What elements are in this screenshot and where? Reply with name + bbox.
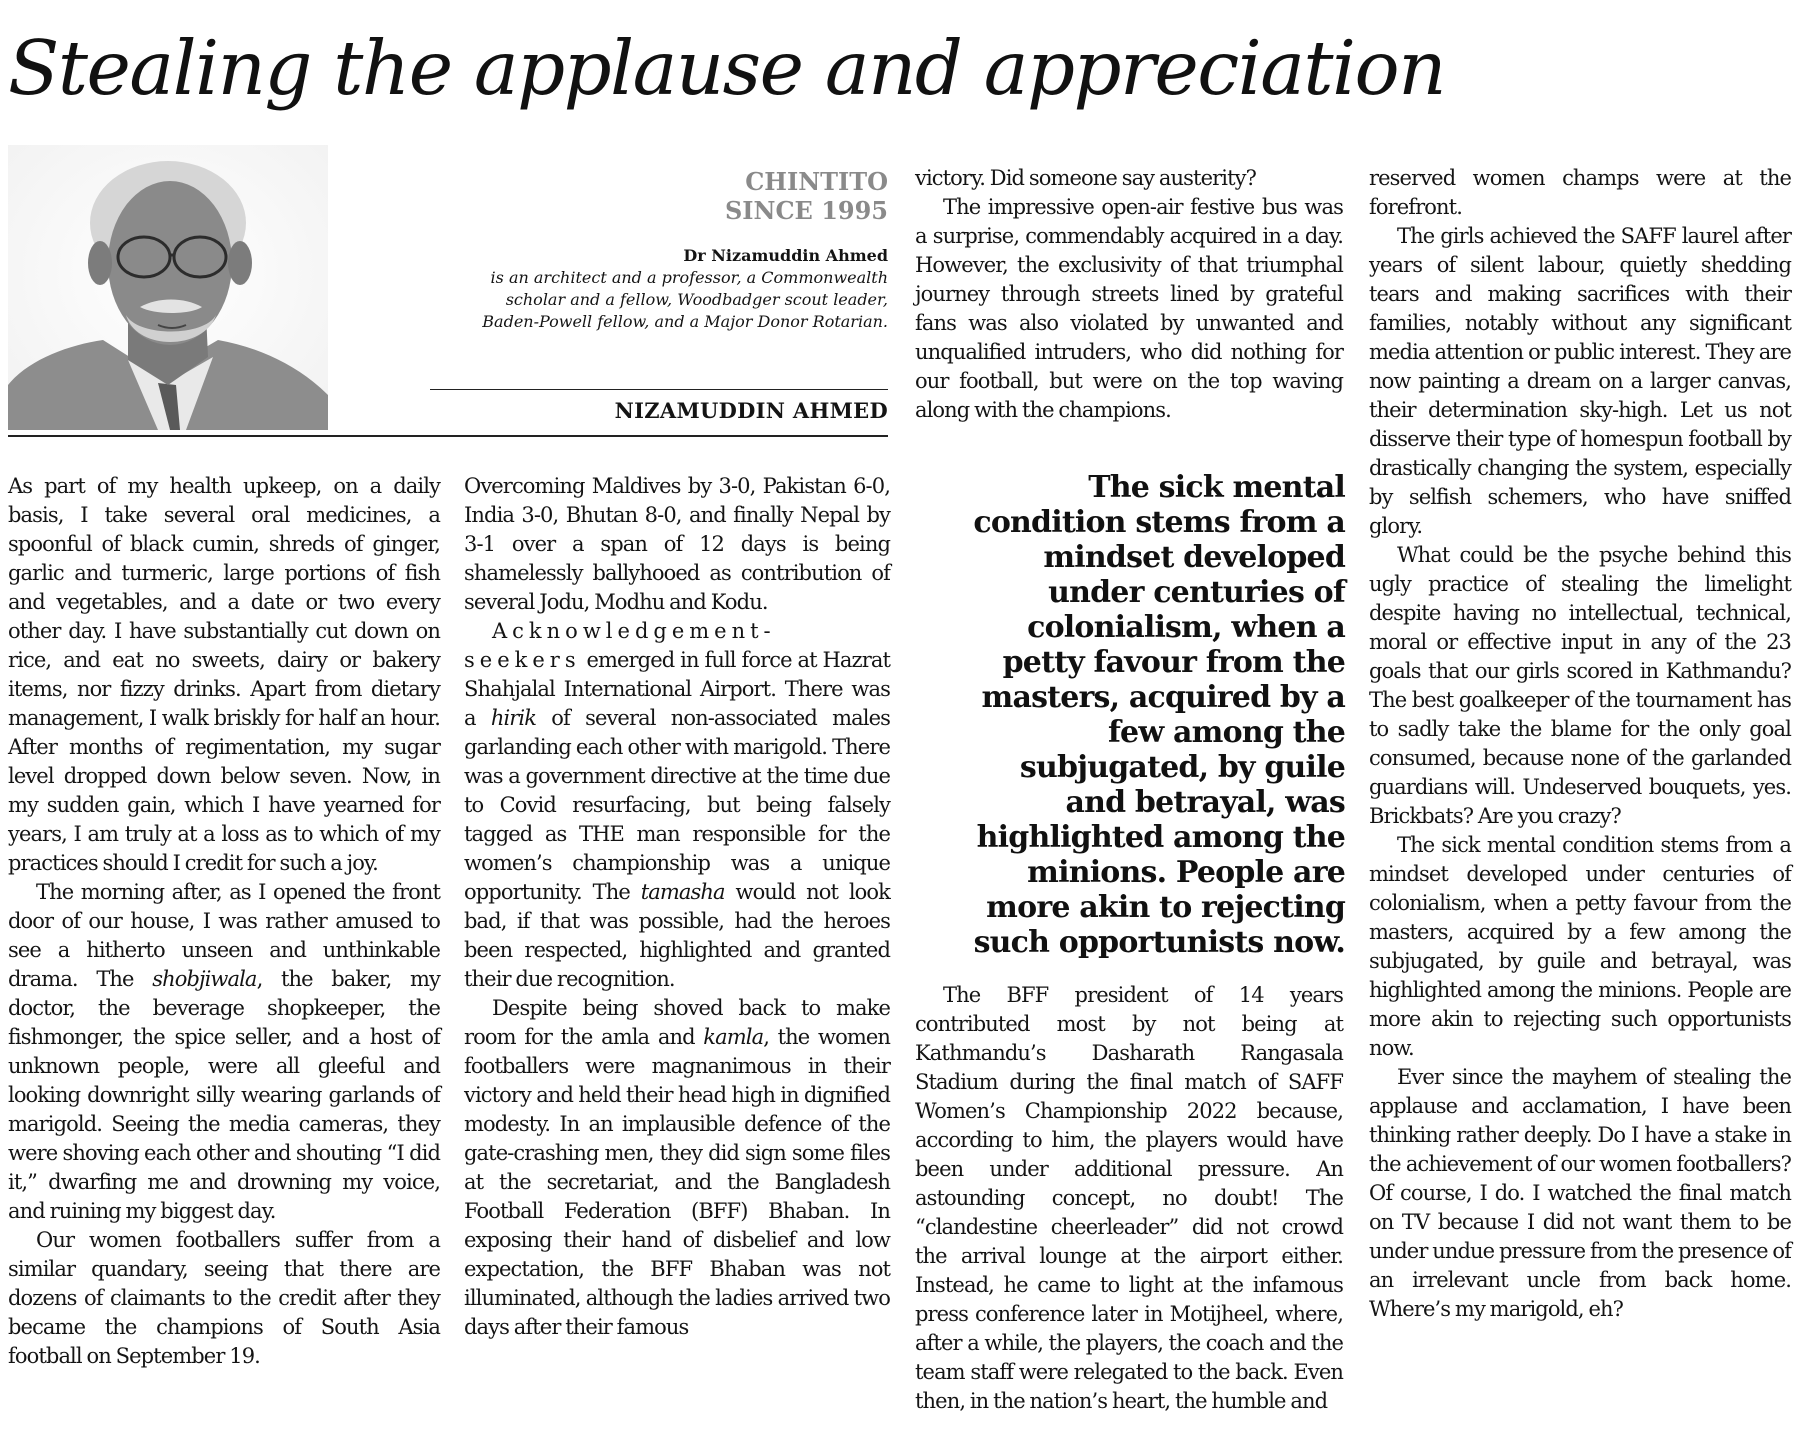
author-bio-text: is an architect and a professor, a Commonwealth scholar and a fellow, Woodbadger scout leader, Baden-Powell fellow, and a Major Donor Rotarian. (482, 268, 888, 331)
text-run: of several non-associated males garlanding each other with marigold. There was a government directive at the time due to Covid resurfacing, but being falsely tagged as THE man responsible for the women’s championship was a unique opportunity. The (464, 706, 890, 904)
paragraph: The sick mental condition stems from a mindset developed under centuries of colonialism, when a petty favour from the masters, acquired by a few among the subjugated, by guile and betrayal, was highlighted among the minions. People are more akin to rejecting such opportunists now. (1369, 833, 1791, 1060)
paragraph: The girls achieved the SAFF laurel after years of silent labour, quietly shedding tears and making sacrifices with their families, notably without any significant media attention or public interest. They are now painting a dream on a larger canvas, their determination sky-high. Let us not disserve their type of homespun football by drastically changing the system, especially by selfish schemers, who have sniffed glory. (1369, 224, 1791, 538)
headline: Stealing the applause and appreciation (8, 24, 1445, 112)
author-name: NIZAMUDDIN AHMED (614, 398, 888, 423)
paragraph: Our women footballers suffer from a similar quandary, seeing that there are dozens of claimants to the credit after they became the champions of South Asia football on September 19. (8, 1228, 440, 1368)
paragraph: As part of my health upkeep, on a daily basis, I take several oral medicines, a spoonful of black cumin, shreds of ginger, garlic and turmeric, large portions of fish and vegetables, and a date or two every other day. I have substantially cut down on rice, and eat no sweets, dairy or bakery items, nor fizzy drinks. Apart from dietary management, I walk briskly for half an hour. After months of regimentation, my sugar level dropped down below seven. Now, in my sudden gain, which I have yearned for years, I am truly at a loss as to which of my practices should I credit for such a joy. (8, 474, 440, 875)
text-run: Acknowledgement-seekers (464, 619, 776, 672)
article-column-2 (464, 472, 890, 1342)
text-run: would not look bad, if that was possible, had the heroes been respected, highlighted and granted their due recognition. (464, 880, 890, 991)
article-column-3-top (915, 164, 1343, 425)
article-column-4 (1369, 164, 1791, 1324)
text-run: , the women footballers were magnanimous in their victory and held their head high in dignified modesty. In an implausible defence of the gate-crashing men, they did sign some files at the secretariat, and the Bangladesh Football Federation (BFF) Bhaban. In exposing their hand of disbelief and low expectation, the BFF Bhaban was not illuminated, although the ladies arrived two days after their famous (464, 1025, 890, 1339)
column-name (725, 167, 888, 225)
pull-quote: The sick mental condition stems from a mindset developed under centuries of colonialism, when a petty favour from the masters, acquired by a few among the subjugated, by guile and betrayal, was highlighted among the minions. People are more akin to rejecting such opportunists now. (973, 470, 1345, 960)
article-column-3-bottom (915, 981, 1343, 1416)
paragraph: What could be the psyche behind this ugly practice of stealing the limelight despite having no intellectual, technical, moral or effective input in any of the 23 goals that our girls scored in Kathmandu? The best goalkeeper of the tournament has to sadly take the blame for the only goal consumed, because none of the garlanded guardians will. Undeserved bouquets, yes. Brickbats? Are you crazy? (1369, 543, 1791, 828)
author-portrait (8, 145, 328, 430)
column-name-line2: SINCE 1995 (724, 196, 888, 225)
italic-term: hirik (490, 706, 537, 730)
article-column-1 (8, 472, 440, 1371)
paragraph: Overcoming Maldives by 3-0, Pakistan 6-0, India 3-0, Bhutan 8-0, and finally Nepal by 3-1 over a span of 12 days is being shamelessly ballyhooed as contribution of several Jodu, Modhu and Kodu. (464, 474, 890, 614)
paragraph: Ever since the mayhem of stealing the applause and acclamation, I have been thinking rather deeply. Do I have a stake in the achievement of our women footballers? Of course, I do. I watched the final match on TV because I did not want them to be under undue pressure from the presence of an irrelevant uncle from back home. Where’s my marigold, eh? (1369, 1065, 1792, 1321)
italic-term: shobjiwala (152, 967, 257, 991)
text-run: Despite being shoved back to make room for the amla and (464, 996, 890, 1049)
author-bio-name: Dr Nizamuddin Ahmed (683, 246, 888, 265)
text-run: The morning after, as I opened the front door of our house, I was rather amused to see a hitherto unseen and unthinkable drama. The (8, 880, 440, 991)
italic-term: kamla (703, 1025, 764, 1049)
paragraph (464, 994, 890, 1342)
text-run: , the baker, my doctor, the beverage shopkeeper, the fishmonger, the spice seller, and a host of unknown people, were all gleeful and looking downright silly wearing garlands of marigold. Seeing the media cameras, they were shoving each other and shouting “I did it,” dwarfing me and drowning my voice, and ruining my biggest day. (8, 967, 440, 1223)
paragraph (8, 878, 440, 1226)
paragraph: The BFF president of 14 years contributed most by not being at Kathmandu’s Dasharath Rangasala Stadium during the final match of SAFF Women’s Championship 2022 because, according to him, the players would have been under additional pressure. An astounding concept, no doubt! The “clandestine cheerleader” did not crowd the arrival lounge at the airport either. Instead, he came to light at the infamous press conference later in Motijheel, where, after a while, the players, the coach and the team staff were relegated to the back. Even then, in the nation’s heart, the humble and (915, 983, 1343, 1413)
paragraph: victory. Did someone say austerity? (915, 166, 1256, 190)
byline-block (8, 145, 888, 437)
column-name-line1: CHINTITO (745, 167, 888, 196)
italic-term: tamasha (640, 880, 725, 904)
paragraph: reserved women champs were at the forefront. (1369, 166, 1791, 219)
paragraph: The impressive open-air festive bus was a surprise, commendably acquired in a day. However, the exclusivity of that triumphal journey through streets lined by grateful fans was also violated by unwanted and unqualified intruders, who did nothing for our football, but were on the top waving along with the champions. (915, 195, 1343, 422)
author-bio (458, 245, 888, 333)
text-run: emerged in full force at Hazrat Shahjalal International Airport. There was a (464, 648, 890, 730)
paragraph (464, 617, 890, 994)
author-divider (430, 389, 888, 390)
